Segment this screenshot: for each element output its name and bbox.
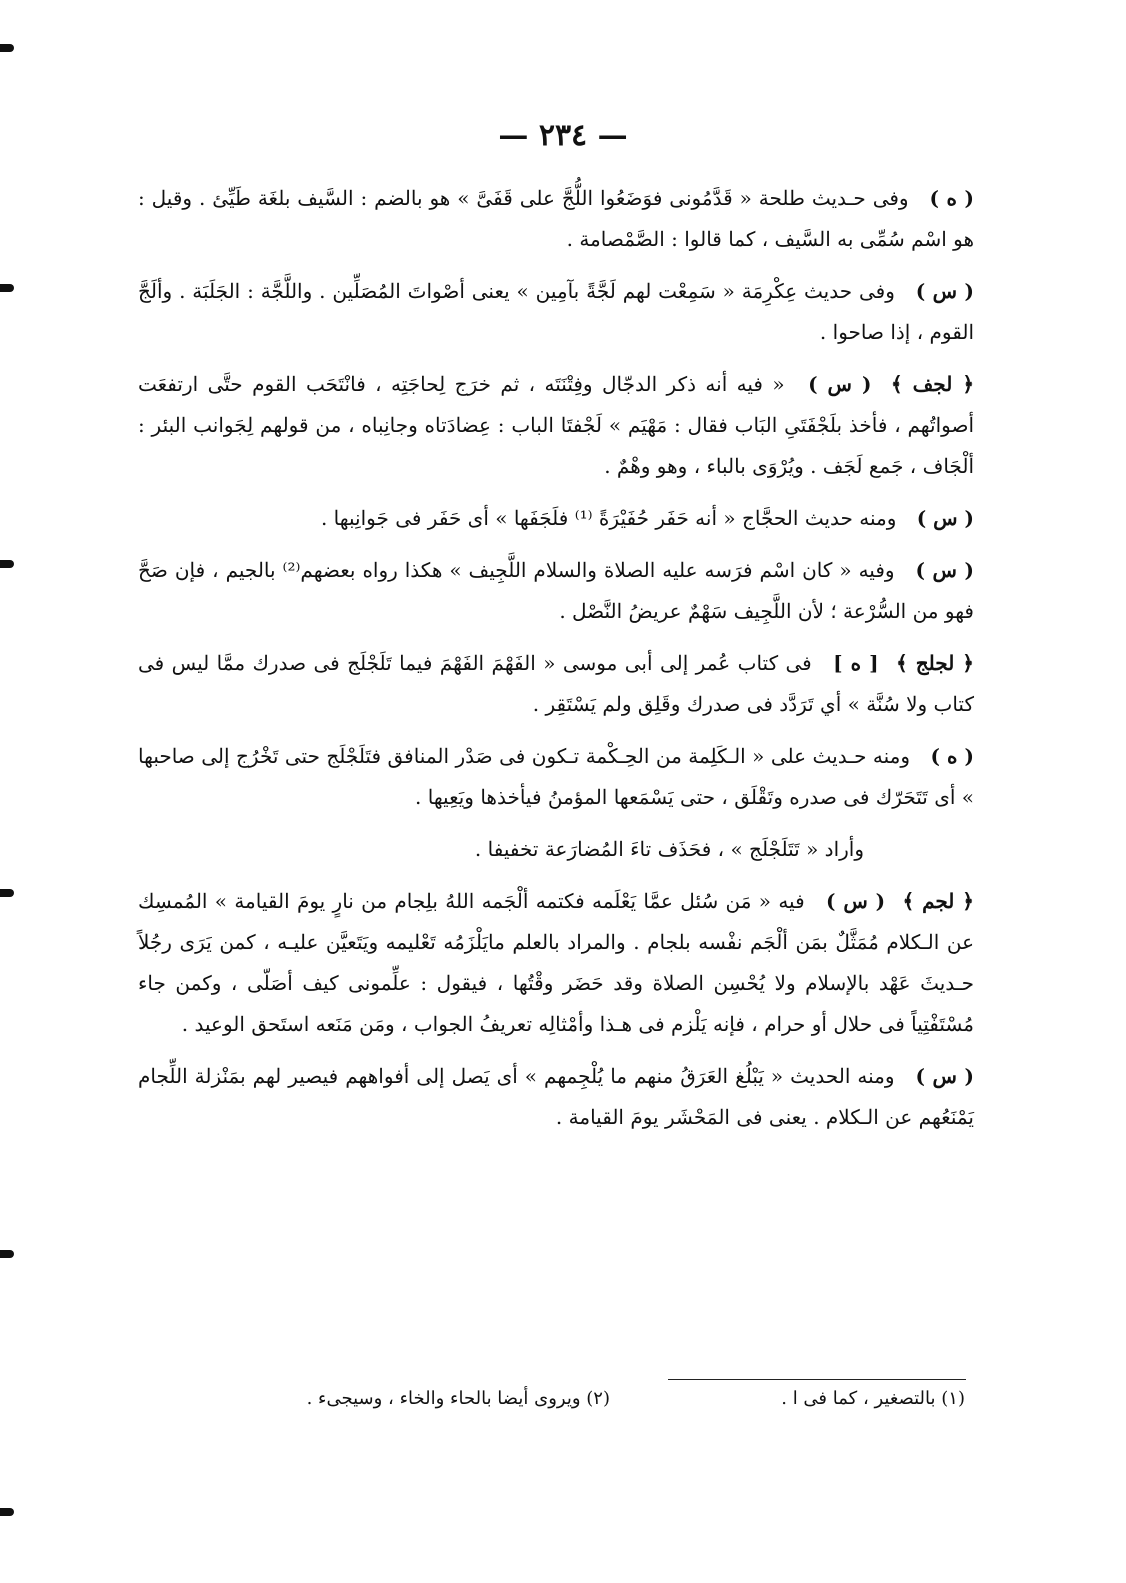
paragraph-text: فيه « مَن سُئل عمَّا يَعْلَمه فكتمه ألْجَمه اللهُ بلِجام من نارٍ يومَ القيامة » المُمسِك عن الـكلام مُمَثَّلٌ بمَن ألْجَم نفْسه بلجام . والمراد بالعلم مايَلْزَمُه تَعْليمه ويَتَعيَّن عليـه ، كمن يَرَى رجُلاً حـديثَ عَهْد بالإسلام ولا يُحْسِن الصلاة وقد حَضَر وقْتُها ، فيقول : علِّمونى كيف أصَلّى ، وكمن جاء مُسْتَفْتِياً فى حلال أو حرام ، فإنه يَلْزم فى هـذا وأمْثالِه تعريفُ الجواب ، ومَن مَنَعه استَحق الوعيد . — [138, 889, 974, 1036]
footnote-divider — [668, 1379, 966, 1380]
scan-margin-mark — [0, 1508, 14, 1516]
paragraph-text: « فيه أنه ذكر الدجّال وفِتْنَتَه ، ثم خرَج لِحاجَتِه ، فانْتَحَب القوم حتَّى ارتفعَت أصواتُهم ، فأخذ بلَجْفَتَىِ البَاب فقال : مَهْيَم » لَجْفتَا الباب : عِضادَتاه وجانِباه ، من قولهم لِجَوانب البئر : ألْجَاف ، جَمع لَجَف . ويُرْوَى بالباء ، وهو وهْمٌ . — [138, 372, 974, 478]
paragraph-marker: ( س ) — [915, 279, 974, 303]
main-text — [138, 178, 974, 1149]
paragraph-text: ومنه حديث الحجَّاج « أنه حَفَر حُفَيْرَةً ⁽¹⁾ فلَجَفَها » أى حَفَر فى جَوانِبها . — [320, 506, 897, 530]
paragraph — [138, 829, 974, 870]
paragraph-text: وفى حـديث طلحة « قَدَّمُونى فوَضَعُوا اللُّجَّ على قَفَىَّ » هو بالضم : السَّيف بلغَة طَيِّئ . وقيل : هو اسْم سُمِّى به السَّيف ، كما قالوا : الصَّمْصامة . — [138, 186, 974, 251]
entry-heading: ﴿ لجم ﴾ — [902, 889, 975, 913]
paragraph — [138, 643, 974, 725]
paragraph — [138, 550, 974, 632]
scan-margin-mark — [0, 284, 14, 292]
footnote: (٢) ويروى أيضا بالحاء والخاء ، وسيجىء . — [306, 1388, 610, 1409]
paragraph — [138, 736, 974, 818]
scan-margin-mark — [0, 560, 14, 568]
paragraph — [138, 271, 974, 353]
scan-margin-mark — [0, 889, 14, 897]
paragraph-marker: [ ه ] — [833, 651, 879, 675]
paragraph — [138, 498, 974, 539]
paragraph-text: وفيه « كان اسْم فرَسه عليه الصلاة والسلام اللَّجِيف » هكذا رواه بعضهم⁽²⁾ بالجيم ، فإن صَحَّ فهو من السُّرْعة ؛ لأن اللَّجِيف سَهْمٌ عريضُ النَّصْل . — [138, 558, 974, 623]
scan-margin-mark — [0, 44, 14, 52]
scan-margin-mark — [0, 1250, 14, 1258]
footnote: (١) بالتصغير ، كما فى ا . — [781, 1388, 965, 1409]
paragraph — [138, 1056, 974, 1138]
paragraph-text: ومنه حـديث على « الـكَلِمة من الحِـكْمة تـكون فى صَدْر المنافق فتَلَجْلَج حتى تَخْرُج إلى صاحبها » أى تَتَحَرّك فى صدره وتَقْلَق ، حتى يَسْمَعها المؤمنُ فيأخذها ويَعِيها . — [138, 744, 974, 809]
entry-heading: ﴿ لجلج ﴾ — [896, 651, 975, 675]
footnotes — [175, 1388, 965, 1428]
paragraph-text: وأراد « تَتَلَجْلَج » ، فحَذَف تاءَ المُضارَعة تخفيفا . — [474, 837, 864, 861]
entry-heading: ﴿ لجف ﴾ — [890, 372, 975, 396]
paragraph-marker: ( س ) — [825, 889, 886, 913]
page-number: — ٢٣٤ — — [498, 118, 628, 153]
paragraph — [138, 364, 974, 487]
paragraph-marker: ( س ) — [916, 506, 974, 530]
paragraph — [138, 881, 974, 1045]
paragraph-text: ومنه الحديث « يَبْلُغ العَرَقُ منهم ما يُلْجِمهم » أى يَصل إلى أفواههم فيصير لهم بمَنْزلة اللِّجام يَمْنَعُهم عن الـكلام . يعنى فى المَحْشَر يومَ القيامة . — [138, 1064, 974, 1129]
paragraph-text: وفى حديث عِكْرِمَة « سَمِعْت لهم لَجَّةً بآمِين » يعنى أصْواتَ المُصَلِّين . واللَّجَّة : الجَلَبَة . وألَجَّ القوم ، إذا صاحوا . — [138, 279, 974, 344]
paragraph — [138, 178, 974, 260]
paragraph-marker: ( ه ) — [929, 186, 974, 210]
paragraph-marker: ( س ) — [915, 558, 975, 582]
paragraph-marker: ( ه ) — [930, 744, 974, 768]
paragraph-text: فى كتاب عُمر إلى أبى موسى « الفَهْمَ الفَهْمَ فيما تَلَجْلَج فى صدرك ممَّا ليس فى كتاب ولا سُنَّة » أي تَرَدَّد فى صدرك وقَلِق ولم يَسْتَقِر . — [138, 651, 974, 716]
paragraph-marker: ( س ) — [915, 1064, 975, 1088]
paragraph-marker: ( س ) — [808, 372, 872, 396]
